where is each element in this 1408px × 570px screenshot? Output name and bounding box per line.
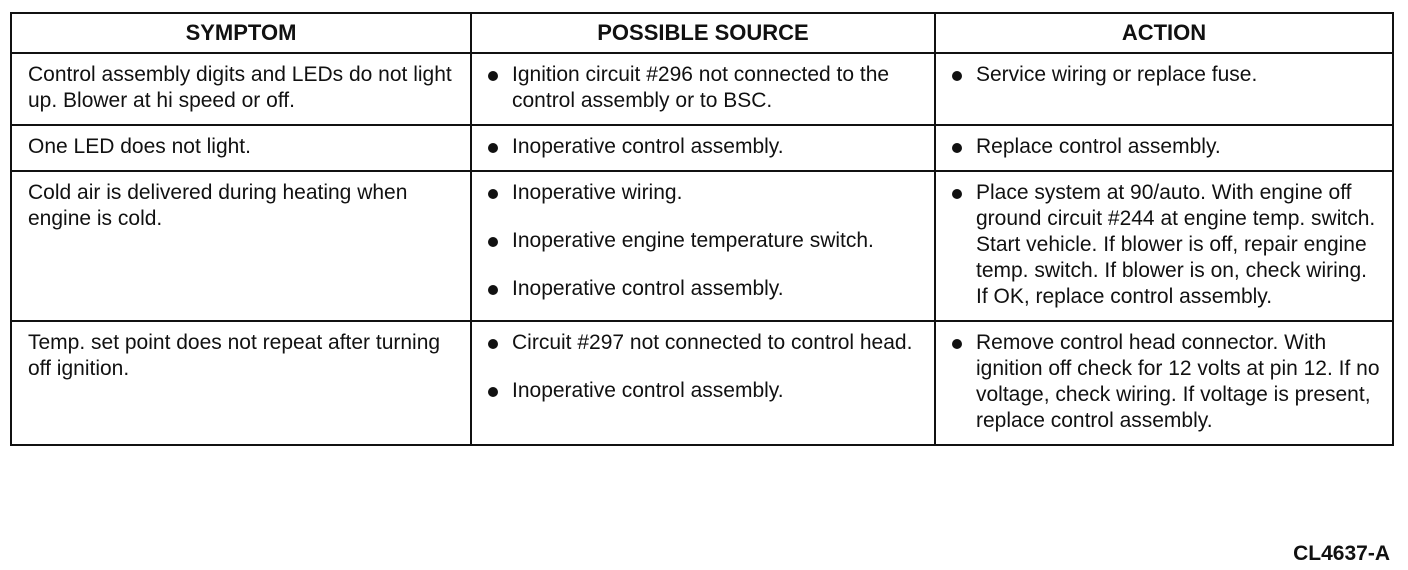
- bullet-icon: [488, 339, 498, 349]
- action-item: [952, 62, 1380, 88]
- source-text: Inoperative wiring.: [512, 181, 683, 204]
- symptom-cell: Control assembly digits and LEDs do not light up. Blower at hi speed or off.: [11, 53, 471, 125]
- table-row: [11, 321, 1393, 445]
- bullet-icon: [952, 339, 962, 349]
- bullet-icon: [952, 143, 962, 153]
- symptom-cell: Temp. set point does not repeat after turning off ignition.: [11, 321, 471, 445]
- source-item: [488, 276, 922, 302]
- source-item: [488, 330, 922, 356]
- bullet-icon: [488, 285, 498, 295]
- table-row: [11, 125, 1393, 171]
- bullet-icon: [488, 387, 498, 397]
- bullet-icon: [488, 237, 498, 247]
- action-text: Remove control head connector. With ignition off check for 12 volts at pin 12. If no voltage, check wiring. If voltage is present, replace control assembly.: [976, 331, 1380, 432]
- source-text: Inoperative control assembly.: [512, 277, 784, 300]
- source-cell: [471, 125, 935, 171]
- figure-code: CL4637-A: [1293, 542, 1390, 565]
- source-cell: [471, 53, 935, 125]
- action-text: Place system at 90/auto. With engine off ground circuit #244 at engine temp. switch. Start vehicle. If blower is off, repair engine temp. switch. If blower is on, check wiring. If OK, replace control assembly.: [976, 181, 1376, 308]
- action-item: [952, 180, 1380, 310]
- source-cell: [471, 321, 935, 445]
- action-cell: [935, 171, 1393, 321]
- source-cell: [471, 171, 935, 321]
- bullet-icon: [488, 143, 498, 153]
- bullet-icon: [952, 189, 962, 199]
- symptom-cell: One LED does not light.: [11, 125, 471, 171]
- source-item: [488, 228, 922, 254]
- header-row: [11, 13, 1393, 53]
- bullet-icon: [952, 71, 962, 81]
- action-item: [952, 330, 1380, 434]
- source-text: Circuit #297 not connected to control head.: [512, 331, 913, 354]
- header-symptom: SYMPTOM: [11, 13, 471, 53]
- action-cell: [935, 125, 1393, 171]
- source-item: [488, 134, 922, 160]
- table-row: [11, 53, 1393, 125]
- action-text: Replace control assembly.: [976, 135, 1221, 158]
- source-text: Inoperative engine temperature switch.: [512, 229, 874, 252]
- header-possible-source: POSSIBLE SOURCE: [471, 13, 935, 53]
- source-item: [488, 378, 922, 404]
- table-body: [11, 53, 1393, 445]
- action-item: [952, 134, 1380, 160]
- source-item: [488, 180, 922, 206]
- troubleshooting-table: [10, 12, 1394, 446]
- symptom-cell: Cold air is delivered during heating when engine is cold.: [11, 171, 471, 321]
- header-action: ACTION: [935, 13, 1393, 53]
- source-item: [488, 62, 922, 114]
- action-cell: [935, 321, 1393, 445]
- source-text: Inoperative control assembly.: [512, 379, 784, 402]
- table-row: [11, 171, 1393, 321]
- source-text: Inoperative control assembly.: [512, 135, 784, 158]
- bullet-icon: [488, 189, 498, 199]
- action-cell: [935, 53, 1393, 125]
- source-text: Ignition circuit #296 not connected to the control assembly or to BSC.: [512, 63, 890, 112]
- bullet-icon: [488, 71, 498, 81]
- action-text: Service wiring or replace fuse.: [976, 63, 1258, 86]
